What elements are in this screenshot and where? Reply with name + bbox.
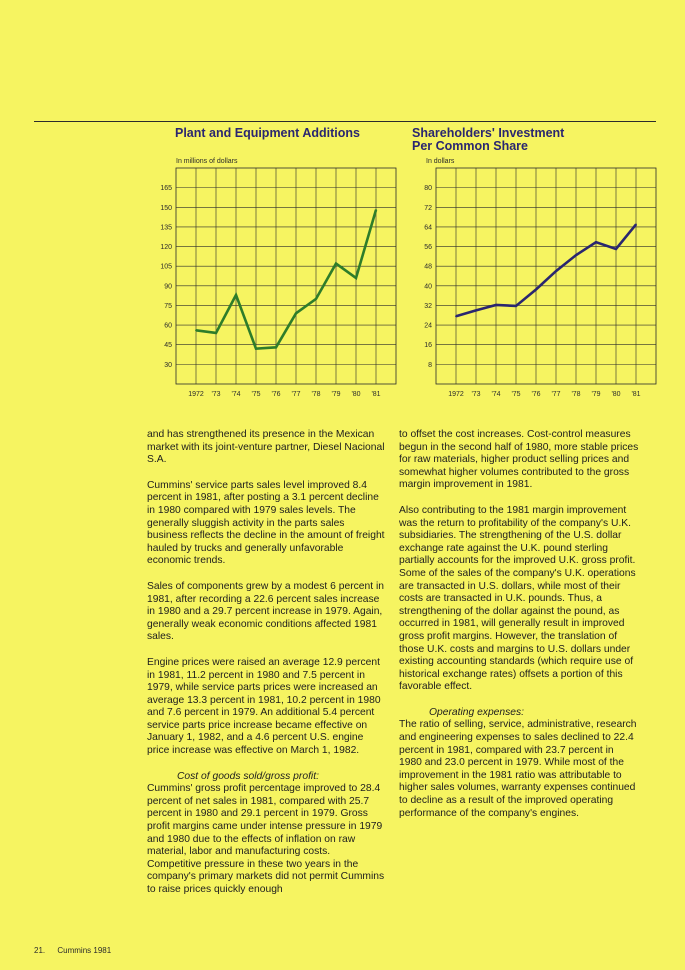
chart1-data-point	[275, 346, 277, 348]
chart2-ytick-label: 24	[424, 322, 432, 330]
right-column	[399, 429, 639, 833]
chart2-xtick-label: 1972	[448, 391, 464, 398]
chart1-xtick-label: '73	[211, 391, 221, 398]
chart1-unit-note: In millions of dollars	[176, 158, 238, 165]
right-paragraph-3: The ratio of selling, service, administrative, research and engineering expenses to sales declined to 22.4 percent in 1981, compared with 23.7 percent in 1980 and 23.0 percent in 1979. While most of the improvement in the 1981 ratio was attributable to higher sales volumes, warranty expenses continued to decline as a result of the improved operating performance of the company's engines.	[399, 719, 637, 819]
chart2-data-point	[515, 305, 517, 307]
chart1-data-point	[335, 263, 337, 265]
chart2-ytick-label: 48	[424, 263, 432, 271]
chart2-data-point	[555, 270, 557, 272]
chart2-data-point	[595, 241, 597, 243]
chart2-ytick-label: 8	[428, 361, 432, 369]
chart1-data-point	[215, 332, 217, 334]
chart1-ytick-label: 30	[164, 361, 172, 369]
chart1-ytick-label: 60	[164, 322, 172, 330]
right-paragraph-2: Also contributing to the 1981 margin improvement was the return to profitability of the company's U.K. subsidiaries. The strengthening of the U.S. dollar exchange rate against the U.K. pound sterling partially accounts for the improved U.K. gross profit. Some of the sales of the company's U.K. operations are transacted in U.S. dollars, while most of their costs are transacted in U.K. pounds. Thus, a strengthening of the dollar against the pound, as occurred in 1981, will generally result in improved gross profit margins. However, the translation of those U.K. costs and margins to U.S. dollars under existing accounting standards (which require use of historical exchange rates) offsets a portion of this favorable effect.	[399, 504, 636, 693]
chart1-xtick-label: '77	[291, 391, 301, 398]
chart1-ytick-label: 120	[160, 244, 172, 252]
chart2-data-point	[495, 304, 497, 306]
chart1-ytick-label: 165	[160, 185, 172, 193]
chart1-xtick-label: 1972	[188, 391, 204, 398]
chart1-ytick-label: 105	[160, 263, 172, 271]
chart2-xtick-label: '76	[531, 391, 541, 398]
chart2-ytick-label: 56	[424, 244, 432, 252]
left-paragraph-1: and has strengthened its presence in the Mexican market with its joint-venture partner, Diesel Nacional S.A.	[147, 429, 385, 466]
chart2-xtick-label: '81	[631, 391, 641, 398]
chart1-data-point	[315, 298, 317, 300]
left-paragraph-4: Engine prices were raised an average 12.9 percent in 1981, 11.2 percent in 1980 and 7.5 percent in 1979, while service parts prices were increased an average 13.3 percent in 1981, 10.2 percent in 1980 and 7.6 percent in 1979. An additional 5.4 percent service parts price increase became effective on January 1, 1982, and a 4.6 percent U.S. engine price increase was effective on March 1, 1982.	[147, 656, 381, 757]
chart2-ytick-label: 72	[424, 204, 432, 212]
chart2-title	[412, 127, 564, 152]
chart2-ytick-label: 80	[424, 185, 432, 193]
footer	[34, 946, 121, 955]
right-heading-operating: Operating expenses:	[429, 706, 525, 718]
chart2-xtick-label: '80	[611, 391, 621, 398]
chart2-xtick-label: '77	[551, 391, 561, 398]
chart1-ytick-label: 90	[164, 283, 172, 291]
chart1-ytick-label: 150	[160, 204, 172, 212]
chart1-title: Plant and Equipment Additions	[175, 126, 360, 140]
footer-label: Cummins 1981	[57, 946, 112, 955]
chart1-data-point	[255, 348, 257, 350]
chart2-data-point	[575, 254, 577, 256]
chart1-data-point	[355, 277, 357, 279]
chart1-plant-equipment	[140, 160, 400, 405]
chart2-xtick-label: '78	[571, 391, 581, 398]
chart2-title-line2: Per Common Share	[412, 138, 529, 153]
chart2-xtick-label: '79	[591, 391, 601, 398]
chart2-xtick-label: '75	[511, 391, 521, 398]
chart1-xtick-label: '76	[271, 391, 281, 398]
left-paragraph-5: Cummins' gross profit percentage improved to 28.4 percent of net sales in 1981, compared with 25.7 percent in 1980 and 29.1 percent in 1979. Gross profit margins came under intense pressure in 1979 and 1980 due to the effects of inflation on raw material, labor and manufacturing costs. Competitive pressure in these two years in the company's primary markets did not permit Cummins to raise prices quickly enough	[147, 783, 385, 895]
chart2-data-point	[475, 309, 477, 311]
page-number: 21.	[34, 946, 46, 955]
left-paragraph-2: Cummins' service parts sales level improved 8.4 percent in 1981, after posting a 3.1 percent decline in 1980 compared with 1979 sales levels. The generally sluggish activity in the parts sales business reflects the decline in the amount of freight hauled by trucks and generally unfavorable economic trends.	[147, 479, 385, 567]
chart2-data-point	[455, 315, 457, 317]
chart1-data-point	[295, 312, 297, 314]
chart1-data-point	[375, 209, 377, 211]
chart1-xtick-label: '81	[371, 391, 381, 398]
chart2-ytick-label: 32	[424, 302, 432, 310]
chart2-ytick-label: 64	[424, 224, 432, 232]
chart1-xtick-label: '78	[311, 391, 321, 398]
chart2-shareholders-investment	[400, 160, 660, 405]
left-column	[147, 429, 387, 910]
chart1-ytick-label: 45	[164, 342, 172, 350]
chart2-ytick-label: 16	[424, 342, 432, 350]
left-heading-cogs: Cost of goods sold/gross profit:	[177, 770, 319, 782]
chart1-data-point	[195, 329, 197, 331]
chart1-frame	[176, 168, 396, 384]
chart1-series-line	[196, 210, 376, 349]
chart1-xtick-label: '80	[351, 391, 361, 398]
chart2-xtick-label: '74	[491, 391, 501, 398]
chart2-xtick-label: '73	[471, 391, 481, 398]
chart1-xtick-label: '79	[331, 391, 341, 398]
right-paragraph-1: to offset the cost increases. Cost-control measures begun in the second half of 1980, more stable prices for raw materials, higher product selling prices and somewhat higher volumes contributed to the gross margin improvement in 1981.	[399, 429, 639, 491]
chart2-data-point	[535, 289, 537, 291]
chart1-data-point	[235, 294, 237, 296]
chart2-data-point	[635, 224, 637, 226]
chart2-series-line	[456, 224, 636, 316]
chart2-frame	[436, 168, 656, 384]
left-paragraph-3: Sales of components grew by a modest 6 percent in 1981, after recording a 22.6 percent sales increase in 1980 and a 29.7 percent increase in 1979. Again, generally weak economic conditions affected 1981 sales.	[147, 580, 384, 643]
chart1-xtick-label: '75	[251, 391, 261, 398]
chart2-unit-note: In dollars	[426, 158, 455, 165]
chart2-title-line1: Shareholders' Investment	[412, 126, 565, 140]
chart2-data-point	[615, 248, 617, 250]
chart1-ytick-label: 135	[160, 224, 172, 232]
top-rule	[34, 121, 656, 122]
chart1-xtick-label: '74	[231, 391, 241, 398]
chart1-ytick-label: 75	[164, 302, 172, 310]
chart2-ytick-label: 40	[424, 283, 432, 291]
